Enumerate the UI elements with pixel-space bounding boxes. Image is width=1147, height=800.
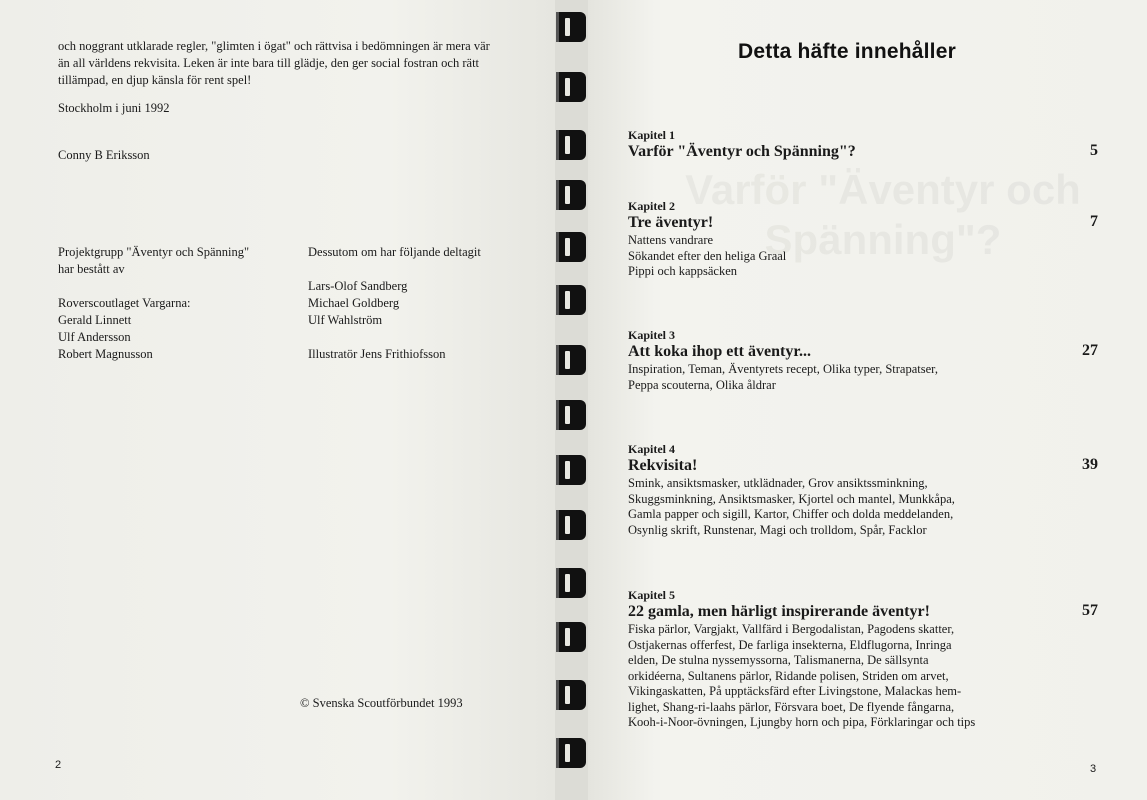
binding-ring [556, 738, 586, 768]
chapter-item: lighet, Shang-ri-laahs pärlor, Försvara boet, De flyende fångarna, [628, 699, 955, 714]
project-group-column [58, 244, 288, 363]
chapter-page-number: 27 [1082, 342, 1098, 359]
chapter-label: Kapitel 2 [628, 199, 675, 213]
intro-paragraph [58, 38, 528, 89]
chapter-item: Kooh-i-Noor-övningen, Ljungby horn och pipa, Förklaringar och tips [628, 715, 976, 729]
binding-ring [556, 568, 586, 598]
chapter-item: Vikingaskatten, På upptäcksfärd efter Livingstone, Malackas hem- [628, 684, 962, 698]
chapter-item: Skuggsminkning, Ansiktsmasker, Kjortel och mantel, Munkkåpa, [628, 491, 955, 506]
binding-ring [556, 130, 586, 160]
project-group-subheading: har bestått av [58, 262, 125, 276]
chapter-items [628, 362, 1098, 393]
chapter-title: Varför "Äventyr och Spänning"? [628, 143, 856, 160]
project-group-org: Roverscoutlaget Vargarna: [58, 296, 191, 310]
binding-ring [556, 345, 586, 375]
project-group-heading: Projektgrupp "Äventyr och Spänning" [58, 245, 250, 259]
chapter-title: 22 gamla, men härligt inspirerande äventyr! [628, 603, 930, 620]
toc-heading: Detta häfte innehåller [738, 40, 956, 63]
chapter-title: Tre äventyr! [628, 214, 714, 231]
chapter-label: Kapitel 3 [628, 328, 675, 342]
binding-ring [556, 455, 586, 485]
binding-ring [556, 232, 586, 262]
chapter-page-number: 39 [1082, 456, 1098, 473]
chapter-item: Smink, ansiktsmasker, utklädnader, Grov ansiktssminkning, [628, 476, 928, 490]
chapter-item: Ostjakernas offerfest, De farliga insekterna, Eldflugorna, Inringa [628, 637, 952, 652]
chapter-item: Peppa scouterna, Olika åldrar [628, 377, 776, 392]
chapter-page-number: 7 [1090, 213, 1098, 230]
chapter-4 [628, 442, 1098, 538]
chapter-label: Kapitel 1 [628, 128, 675, 142]
chapter-5 [628, 588, 1098, 731]
chapter-item: Nattens vandrare [628, 233, 714, 247]
author-signature: Conny B Eriksson [58, 148, 150, 162]
project-member: Gerald Linnett [58, 313, 132, 327]
right-page [588, 0, 1147, 800]
chapter-1 [628, 128, 1098, 162]
chapter-3 [628, 328, 1098, 393]
chapter-items [628, 622, 1098, 731]
binding-ring [556, 285, 586, 315]
chapter-item: elden, De stulna nyssemyssorna, Talismanerna, De sällsynta [628, 653, 929, 667]
binding-ring [556, 680, 586, 710]
page-number-right: 3 [1090, 763, 1097, 775]
copyright-notice: © Svenska Scoutförbundet 1993 [300, 696, 463, 710]
intro-line: och noggrant utklarade regler, "glimten i ögat" och rättvisa i bedömningen är mera vär [58, 39, 490, 53]
project-member: Robert Magnusson [58, 347, 153, 361]
chapter-items [628, 233, 1098, 280]
spiral-binding [552, 0, 592, 800]
binding-ring [556, 180, 586, 210]
chapter-label: Kapitel 5 [628, 588, 675, 602]
others-heading: Dessutom om har följande deltagit [308, 245, 481, 259]
project-member: Ulf Andersson [58, 330, 131, 344]
illustrator-credit: Illustratör Jens Frithiofsson [308, 347, 446, 361]
chapter-item: Osynlig skrift, Runstenar, Magi och trolldom, Spår, Facklor [628, 522, 927, 537]
chapter-title: Rekvisita! [628, 457, 698, 474]
place-date: Stockholm i juni 1992 [58, 101, 170, 115]
binding-ring [556, 400, 586, 430]
binding-ring [556, 12, 586, 42]
other-member: Ulf Wahlström [308, 313, 383, 327]
others-column [308, 244, 538, 363]
chapter-page-number: 57 [1082, 602, 1098, 619]
chapter-label: Kapitel 4 [628, 442, 675, 456]
left-page [0, 0, 555, 800]
intro-line: tillämpad, en djup känsla för rent spel! [58, 73, 252, 87]
binding-ring [556, 72, 586, 102]
chapter-item: Gamla papper och sigill, Kartor, Chiffer och dolda meddelanden, [628, 507, 954, 521]
page-number-left: 2 [55, 759, 62, 771]
binding-ring [556, 510, 586, 540]
chapter-page-number: 5 [1090, 142, 1098, 159]
chapter-2 [628, 199, 1098, 280]
chapter-item: Sökandet efter den heliga Graal [628, 248, 787, 263]
chapter-item: orkidéerna, Sultanens pärlor, Ridande polisen, Striden om arvet, [628, 668, 949, 683]
chapter-item: Pippi och kappsäcken [628, 264, 738, 278]
other-member: Lars-Olof Sandberg [308, 279, 408, 293]
binding-ring [556, 622, 586, 652]
other-member: Michael Goldberg [308, 296, 400, 310]
chapter-title: Att koka ihop ett äventyr... [628, 343, 811, 360]
chapter-items [628, 476, 1098, 538]
intro-line: än all världens rekvisita. Leken är inte bara till glädje, den ger social fostran och rätt [58, 56, 480, 70]
chapter-item: Inspiration, Teman, Äventyrets recept, Olika typer, Strapatser, [628, 362, 938, 376]
chapter-item: Fiska pärlor, Vargjakt, Vallfärd i Bergodalistan, Pagodens skatter, [628, 622, 955, 636]
